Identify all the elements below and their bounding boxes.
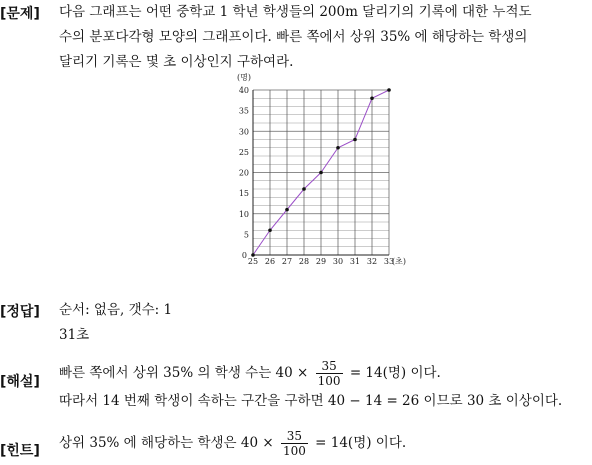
hint-fraction (281, 429, 308, 458)
origin-label: 0 (241, 251, 247, 260)
y-tick-label: 5 (243, 230, 249, 240)
solution-line-1 (59, 359, 562, 388)
y-tick-label: 20 (238, 168, 249, 178)
hint-tag: [힌트] (0, 443, 40, 459)
answer-line-2: 31초 (59, 327, 90, 343)
x-tick-label: 25 (247, 257, 259, 266)
x-tick-label: 29 (315, 257, 327, 266)
y-tick-label: 30 (238, 127, 249, 137)
x-tick-label: 32 (366, 257, 378, 266)
data-point (336, 146, 340, 150)
solution-fraction (316, 359, 343, 388)
y-tick-label: 35 (238, 106, 249, 116)
problem-line-2: 수의 분포다각형 모양의 그래프이다. 빠른 쪽에서 상위 35% 에 해당하는 학생의 (59, 29, 528, 45)
data-point (353, 138, 357, 142)
answer-text (59, 298, 172, 348)
hint-fraction-denominator: 100 (282, 444, 306, 458)
problem-line-1: 다음 그래프는 어떤 중학교 1 학년 학생들의 200m 달리기의 기록에 대한 누적도 (59, 4, 532, 20)
x-tick-label: 33 (383, 257, 395, 266)
x-unit-label: (초) (392, 257, 406, 266)
solution-line-1-pre: 빠른 쪽에서 상위 35% 의 학생 수는 40 × (59, 365, 309, 381)
x-tick-label: 30 (332, 257, 344, 266)
x-tick-label: 27 (281, 257, 293, 266)
hint-text (59, 429, 406, 458)
y-tick-label: 10 (238, 209, 249, 219)
solution-line-1-post: = 14(명) 이다. (349, 365, 441, 381)
y-unit-label: (명) (237, 73, 251, 82)
solution-fraction-denominator: 100 (317, 374, 341, 388)
y-tick-label: 15 (238, 189, 249, 199)
hint-fraction-numerator: 35 (281, 429, 308, 444)
chart-ticks (237, 72, 406, 266)
y-tick-label: 25 (238, 147, 249, 157)
hint-line-1 (59, 429, 406, 458)
problem-line-3: 달리기 기록은 몇 초 이상인지 구하여라. (59, 54, 294, 70)
data-point (285, 208, 289, 212)
x-tick-label: 26 (264, 257, 276, 266)
solution-text (59, 359, 562, 414)
data-point (370, 96, 374, 100)
hint-line-1-post: = 14(명) 이다. (315, 435, 407, 451)
answer-line-1: 순서: 없음, 갯수: 1 (59, 302, 173, 318)
solution-tag: [해설] (0, 374, 40, 390)
x-tick-label: 28 (298, 257, 310, 266)
problem-tag: [문제] (0, 6, 40, 22)
data-point (268, 228, 272, 232)
y-tick-label: 40 (238, 86, 249, 95)
answer-tag: [정답] (0, 304, 40, 320)
data-point (387, 88, 391, 92)
x-tick-label: 31 (349, 257, 361, 266)
solution-fraction-numerator: 35 (316, 359, 343, 374)
data-point (251, 253, 255, 257)
problem-text (59, 0, 532, 75)
data-point (319, 171, 323, 175)
data-point (302, 187, 306, 191)
cumulative-frequency-chart (225, 68, 415, 268)
solution-line-2: 따라서 14 번째 학생이 속하는 구간을 구하면 40 − 14 = 26 이므로 30 초 이상이다. (59, 393, 563, 409)
hint-line-1-pre: 상위 35% 에 해당하는 학생은 40 × (59, 435, 274, 451)
